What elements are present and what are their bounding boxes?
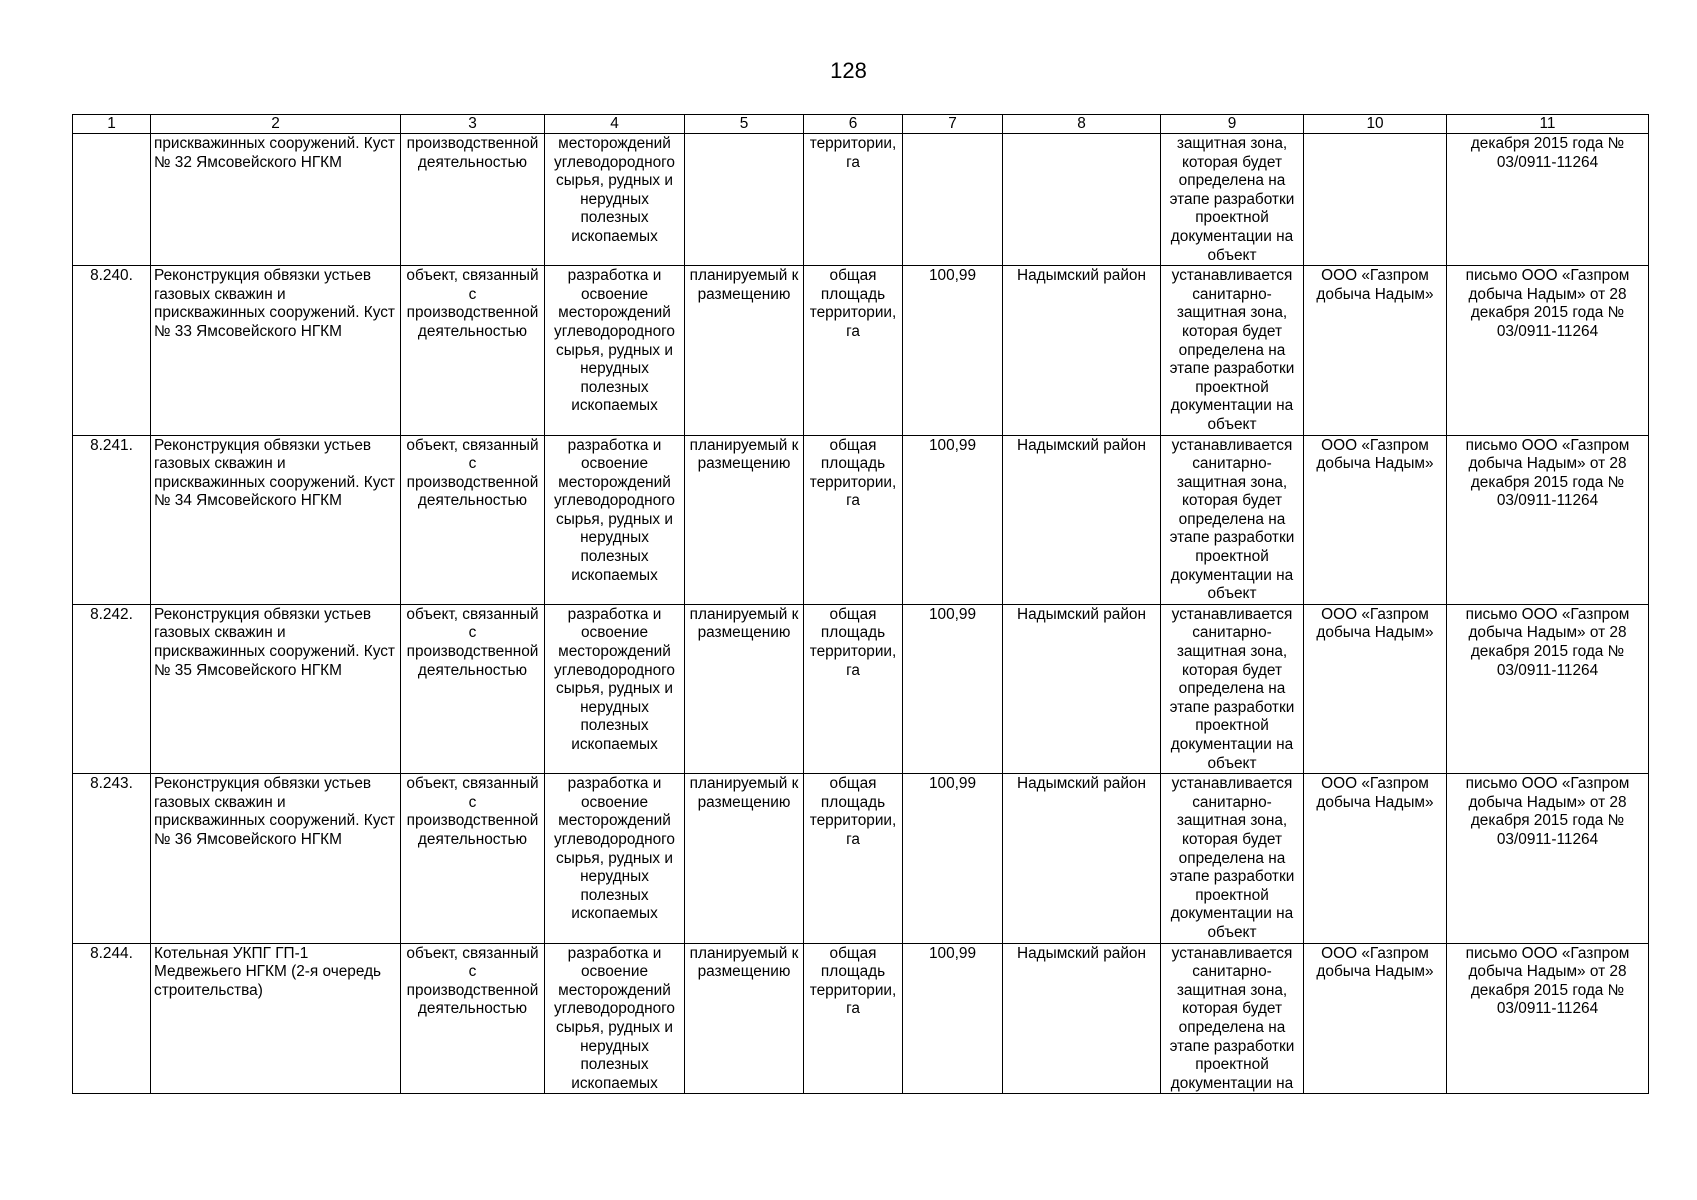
cell-type: объект, связанный с производственной деятельностью [401,435,545,604]
col-header-7: 7 [903,115,1003,134]
cell-purpose: разработка и освоение месторождений углеводородного сырья, рудных и нерудных полезных ископаемых [545,435,685,604]
cell-status [685,134,804,266]
cell-value: 100,99 [903,943,1003,1094]
col-header-3: 3 [401,115,545,134]
cell-num: 8.243. [73,774,151,943]
col-header-11: 11 [1447,115,1649,134]
cell-value: 100,99 [903,604,1003,773]
cell-org: ООО «Газпром добыча Надым» [1304,604,1447,773]
cell-purpose: разработка и освоение месторождений углеводородного сырья, рудных и нерудных полезных ископаемых [545,604,685,773]
cell-org: ООО «Газпром добыча Надым» [1304,943,1447,1094]
cell-name: Реконструкция обвязки устьев газовых скважин и прискважинных сооружений. Куст № 36 Ямсовейского НГКМ [151,774,401,943]
table-row [73,266,1649,435]
col-header-1: 1 [73,115,151,134]
cell-characteristic: общая площадь территории, га [804,604,903,773]
cell-name: Реконструкция обвязки устьев газовых скважин и прискважинных сооружений. Куст № 34 Ямсовейского НГКМ [151,435,401,604]
cell-value: 100,99 [903,435,1003,604]
cell-purpose: разработка и освоение месторождений углеводородного сырья, рудных и нерудных полезных ископаемых [545,266,685,435]
cell-value: 100,99 [903,266,1003,435]
cell-purpose: месторождений углеводородного сырья, рудных и нерудных полезных ископаемых [545,134,685,266]
table-row [73,604,1649,773]
cell-purpose: разработка и освоение месторождений углеводородного сырья, рудных и нерудных полезных ископаемых [545,774,685,943]
cell-zone: устанавливается санитарно-защитная зона, которая будет определена на этапе разработки проектной документации на объект [1161,604,1304,773]
cell-status: планируемый к размещению [685,435,804,604]
cell-org: ООО «Газпром добыча Надым» [1304,266,1447,435]
header-row [73,115,1649,134]
cell-type: объект, связанный с производственной деятельностью [401,774,545,943]
cell-location [1003,134,1161,266]
col-header-5: 5 [685,115,804,134]
col-header-2: 2 [151,115,401,134]
cell-characteristic: общая площадь территории, га [804,266,903,435]
table-row [73,774,1649,943]
cell-num: 8.244. [73,943,151,1094]
table-row [73,943,1649,1094]
cell-characteristic: общая площадь территории, га [804,435,903,604]
cell-value: 100,99 [903,774,1003,943]
cell-type: объект, связанный с производственной деятельностью [401,604,545,773]
cell-location: Надымский район [1003,943,1161,1094]
cell-org [1304,134,1447,266]
cell-zone: защитная зона, которая будет определена на этапе разработки проектной документации на объект [1161,134,1304,266]
col-header-6: 6 [804,115,903,134]
cell-value [903,134,1003,266]
col-header-9: 9 [1161,115,1304,134]
cell-zone: устанавливается санитарно-защитная зона, которая будет определена на этапе разработки проектной документации на объект [1161,266,1304,435]
cell-zone: устанавливается санитарно-защитная зона, которая будет определена на этапе разработки проектной документации на объект [1161,774,1304,943]
cell-zone: устанавливается санитарно-защитная зона, которая будет определена на этапе разработки проектной документации на объект [1161,435,1304,604]
cell-num: 8.240. [73,266,151,435]
cell-type: производственной деятельностью [401,134,545,266]
cell-zone: устанавливается санитарно-защитная зона, которая будет определена на этапе разработки проектной документации на [1161,943,1304,1094]
cell-basis: письмо ООО «Газпром добыча Надым» от 28 декабря 2015 года № 03/0911-11264 [1447,266,1649,435]
cell-status: планируемый к размещению [685,774,804,943]
cell-basis: декабря 2015 года № 03/0911-11264 [1447,134,1649,266]
cell-basis: письмо ООО «Газпром добыча Надым» от 28 декабря 2015 года № 03/0911-11264 [1447,604,1649,773]
cell-num: 8.242. [73,604,151,773]
cell-type: объект, связанный с производственной деятельностью [401,266,545,435]
objects-table [72,114,1649,1094]
cell-status: планируемый к размещению [685,266,804,435]
cell-basis: письмо ООО «Газпром добыча Надым» от 28 декабря 2015 года № 03/0911-11264 [1447,943,1649,1094]
col-header-8: 8 [1003,115,1161,134]
cell-purpose: разработка и освоение месторождений углеводородного сырья, рудных и нерудных полезных ископаемых [545,943,685,1094]
cell-org: ООО «Газпром добыча Надым» [1304,435,1447,604]
table-row [73,435,1649,604]
page-number: 128 [830,58,867,83]
cell-name: прискважинных сооружений. Куст № 32 Ямсовейского НГКМ [151,134,401,266]
table-row-continuation [73,134,1649,266]
cell-type: объект, связанный с производственной деятельностью [401,943,545,1094]
col-header-10: 10 [1304,115,1447,134]
cell-num [73,134,151,266]
cell-status: планируемый к размещению [685,604,804,773]
cell-characteristic: территории, га [804,134,903,266]
cell-basis: письмо ООО «Газпром добыча Надым» от 28 декабря 2015 года № 03/0911-11264 [1447,774,1649,943]
cell-characteristic: общая площадь территории, га [804,943,903,1094]
cell-org: ООО «Газпром добыча Надым» [1304,774,1447,943]
col-header-4: 4 [545,115,685,134]
cell-name: Реконструкция обвязки устьев газовых скважин и прискважинных сооружений. Куст № 33 Ямсовейского НГКМ [151,266,401,435]
cell-name: Котельная УКПГ ГП-1 Медвежьего НГКМ (2-я очередь строительства) [151,943,401,1094]
cell-characteristic: общая площадь территории, га [804,774,903,943]
cell-name: Реконструкция обвязки устьев газовых скважин и прискважинных сооружений. Куст № 35 Ямсовейского НГКМ [151,604,401,773]
cell-status: планируемый к размещению [685,943,804,1094]
cell-location: Надымский район [1003,774,1161,943]
cell-num: 8.241. [73,435,151,604]
cell-basis: письмо ООО «Газпром добыча Надым» от 28 декабря 2015 года № 03/0911-11264 [1447,435,1649,604]
cell-location: Надымский район [1003,435,1161,604]
cell-location: Надымский район [1003,266,1161,435]
cell-location: Надымский район [1003,604,1161,773]
